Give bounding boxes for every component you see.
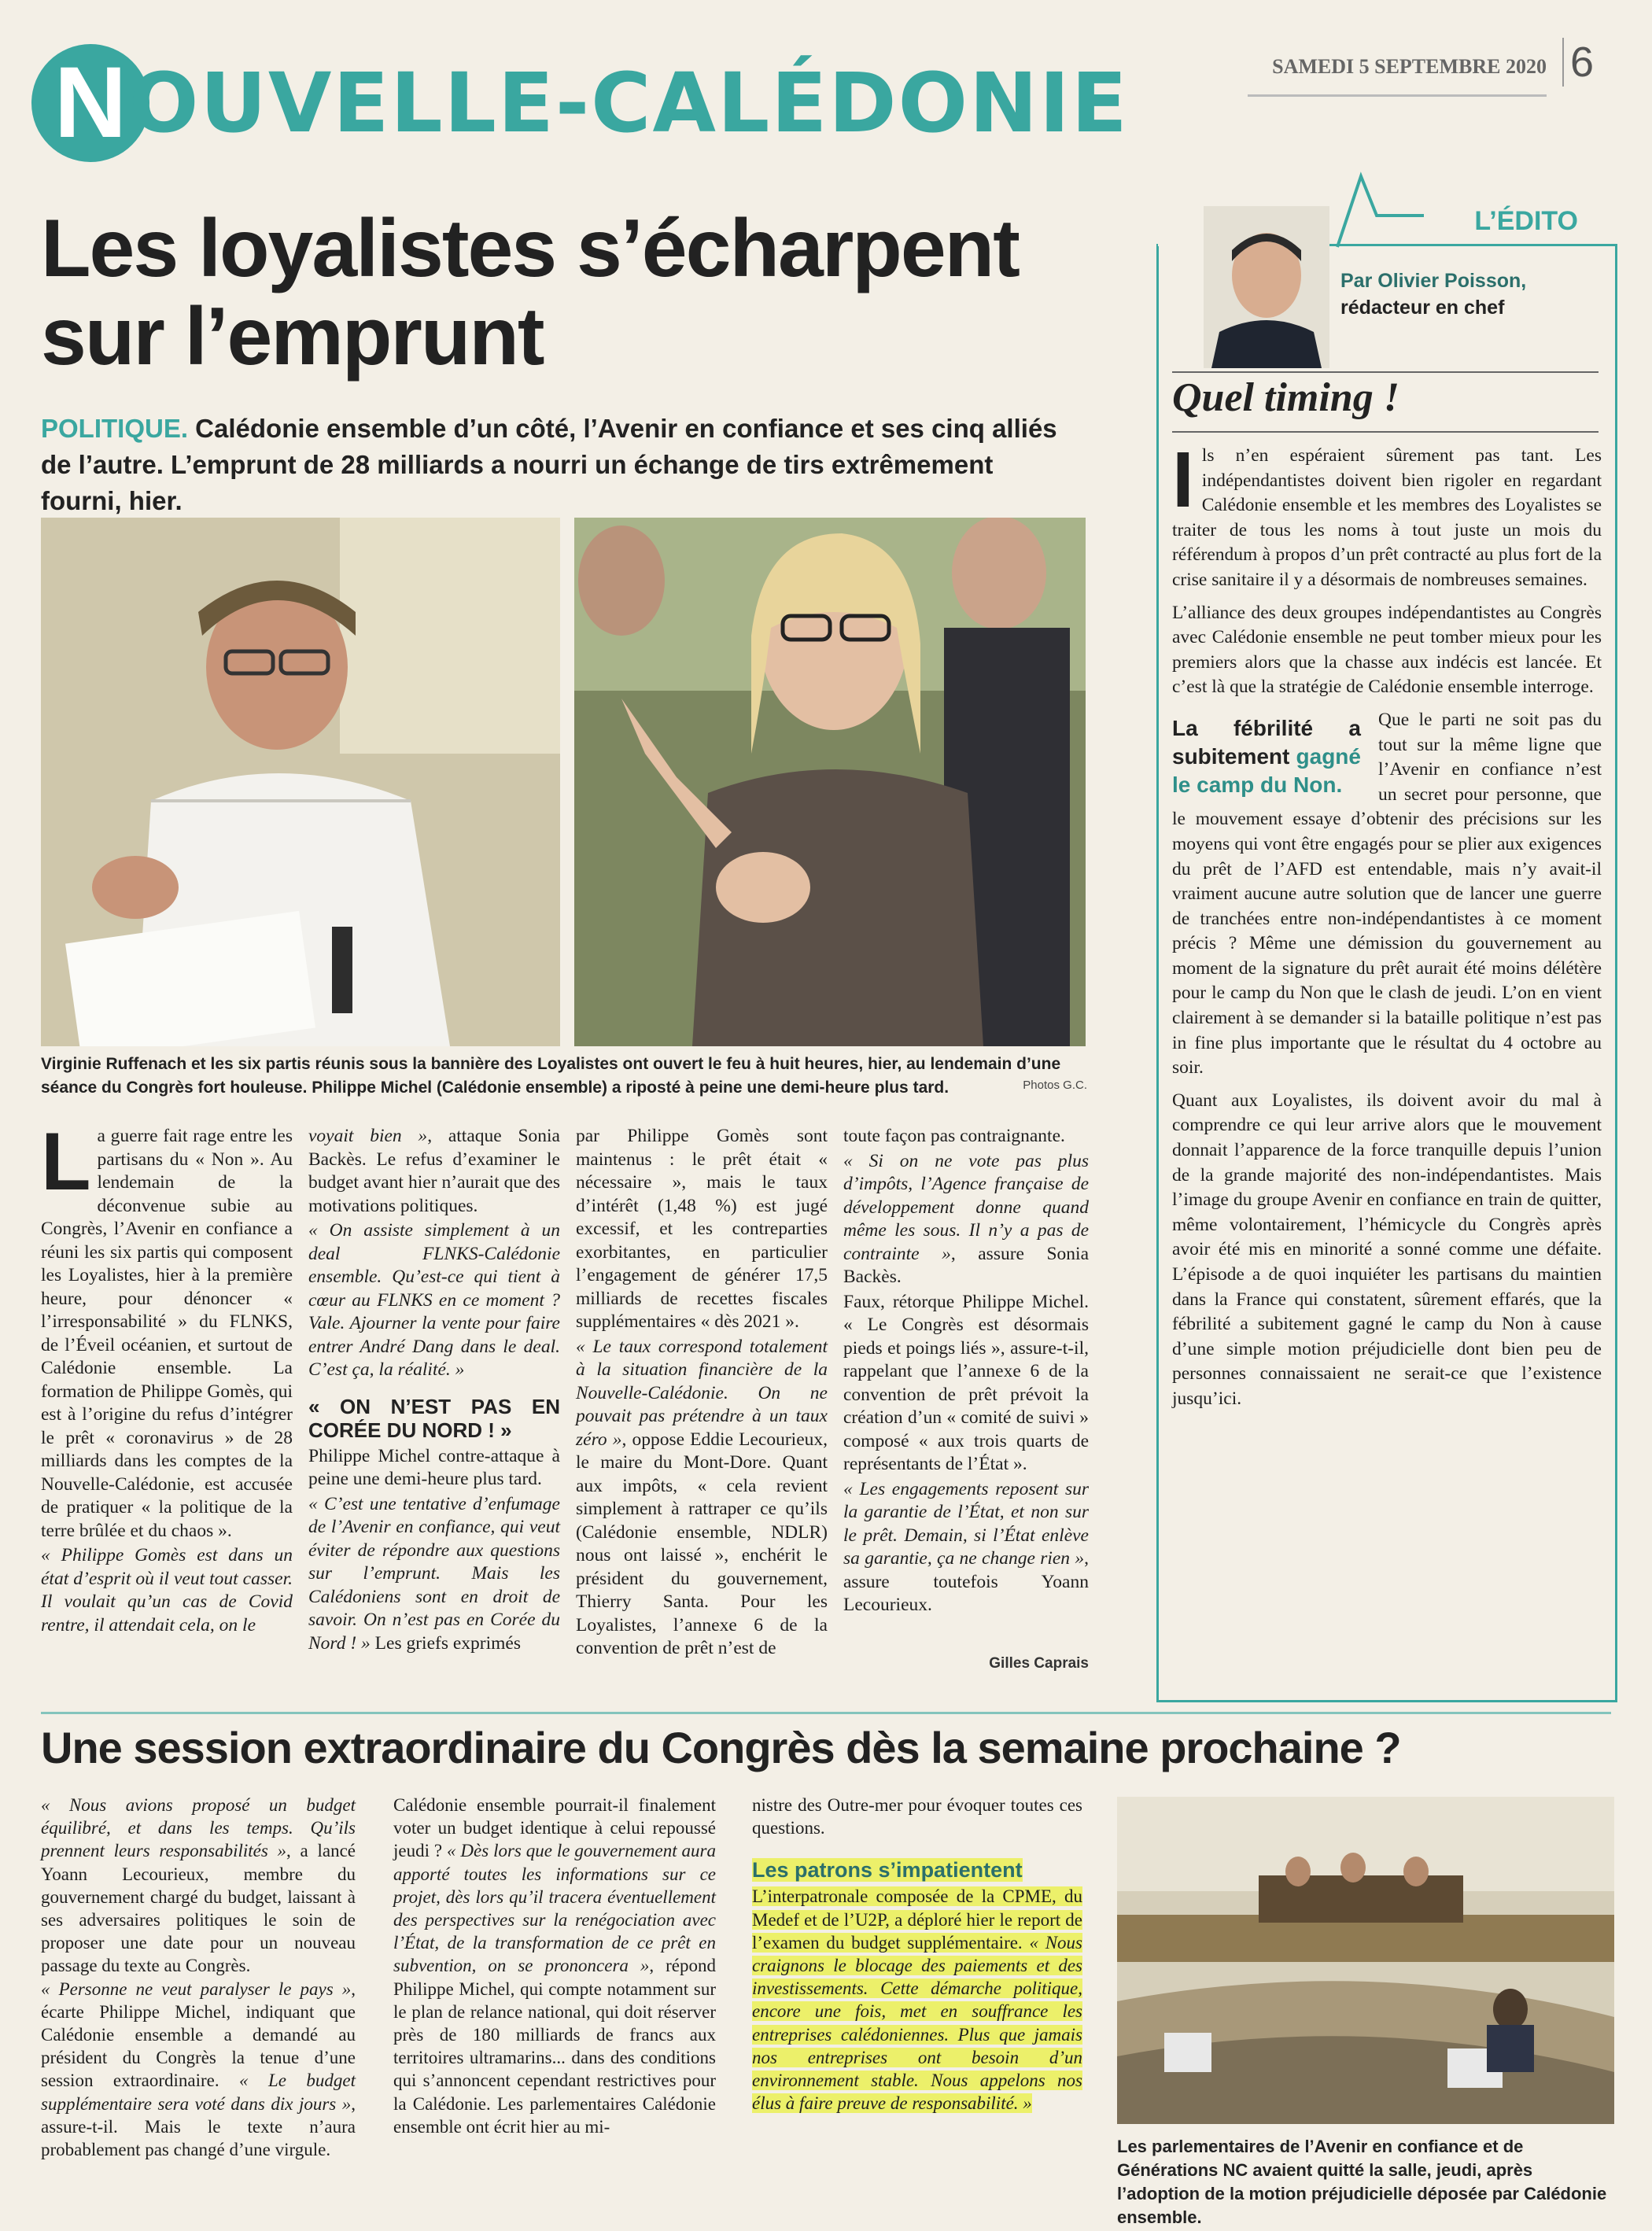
col4-quote-2: « Les engagements reposent sur la garantie de l’État, et non sur le prêt. Demain, si l’État enlève sa garantie, ça ne change rien »: [843, 1478, 1089, 1569]
section-divider: [41, 1712, 1611, 1714]
article2-quote-2: « Personne ne veut paralyser le pays »: [41, 1978, 352, 1999]
photo-congress-hemicycle: [1117, 1797, 1614, 2124]
article2-column-3: [752, 1794, 1082, 2115]
article-column-2: [308, 1125, 560, 1657]
edito-pull-quote: [1172, 714, 1361, 799]
edito-paragraph-2: L’alliance des deux groupes indépendantistes au Congrès avec Calédonie ensemble ne peut tomber mieux pour les premiers alors que la chasse aux indécis est lancée. Et c’est là que la stratégie de Calédonie ensemble interroge.: [1172, 602, 1602, 698]
photo-left-illustration: [41, 518, 560, 1046]
edito-title: Quel timing !: [1172, 375, 1399, 420]
article-column-4: [843, 1125, 1089, 1619]
article-signature: Gilles Caprais: [989, 1655, 1089, 1672]
photo-congress-caption: Les parlementaires de l’Avenir en confiance et de Générations NC avaient quitté la salle, jeudi, après l’adoption de la motion préjudicielle déposée par Calédonie ensemble.: [1117, 2137, 1607, 2227]
edito-paragraph-1: ls n’en espéraient sûrement pas tant. Les indépendantistes doivent bien rigoler en regardant Calédonie ensemble et les membres des Loyalistes se traiter de tous les noms à tout juste un mois du référendum à propos d’un prêt contracté au plus fort de la crise sanitaire il y a désormais de nombreuses semaines.: [1172, 445, 1602, 590]
article-kicker: POLITIQUE.: [41, 414, 189, 443]
edito-paragraph-3: Que le parti ne soit pas du tout sur la même ligne que l’Avenir en confiance n’est un secret pour personne, que le mouvement essaye d’obtenir des précisions sur les moyens qui vont être engagés pour se plier aux exigences du prêt de l’AFD est entendable, mais n’y avait-il vraiment aucune autre solution que de lancer une guerre de tranchées entre non-indépendantistes à ce moment précis ? Même une démission du gouvernement au moment de la signature du prêt aurait été moins délétère pour le camp du Non que le clash de jeudi. L’on en vient clairement à se demander si la bataille politique n’est pas in fine plus importante que le résultat du 4 octobre au soir.: [1172, 709, 1602, 1079]
dropcap: L: [41, 1116, 91, 1208]
edito-label: L’ÉDITO: [1474, 206, 1578, 236]
edito-author-role: rédacteur en chef: [1340, 297, 1505, 319]
col2-quote: « C’est une tentative d’enfumage de l’Avenir en confiance, qui veut éviter de répondre aux questions sur l’emprunt. Mais les Calédoniens sont en droit de savoir. On n’est pas en Corée du Nord ! »: [308, 1493, 560, 1654]
edito-author-name: Par Olivier Poisson,: [1340, 270, 1527, 292]
article2-headline: Une session extraordinaire du Congrès dès la semaine prochaine ?: [41, 1723, 1401, 1772]
article2-paragraph-2-tail: , écarte Philippe Michel, indiquant que Calédonie ensemble a demandé au président du Congrès la tenue d’une session extraordinaire.: [41, 1978, 356, 2091]
col3-paragraph-2-tail: , oppose Eddie Lecourieux, le maire du Mont-Dore. Quant aux impôts, « cela revient simplement à rattraper ce qu’ils (Calédonie ensemble, NDLR) nous ont laissé », enchérit le président du gouvernement, Thierry Santa. Pour les Loyalistes, l’annexe 6 de la convention de prêt n’est de: [576, 1429, 828, 1658]
photo-virginie-ruffenach: [574, 518, 1086, 1046]
edito-frame-accent-icon: [1322, 168, 1432, 255]
section-title: OUVELLE-CALÉDONIE: [129, 55, 1129, 151]
article2-col3-quote: « Nous craignons le blocage des paiements et des investissements. Cette démarche politique, encore une fois, met en souffrance les entreprises calédoniennes. Plus que jamais nos entreprises ont besoin d’un environnement stable. Nous appelons nos élus à faire preuve de responsabilité. »: [752, 1932, 1083, 2114]
article2-quote-1: « Nous avions proposé un budget équilibré, et dans les temps. Qu’ils prennent leurs responsabilités »: [41, 1795, 356, 1861]
article2-column-2: [393, 1794, 716, 2138]
article2-col3-paragraph-2: L’interpatronale composée de la CPME, du Medef et de l’U2P, a déploré hier le report de l’examen du budget supplémentaire.: [752, 1886, 1082, 1953]
section-logo: N: [31, 44, 149, 162]
col2-quote-end: voyait bien »: [308, 1126, 428, 1146]
edito-author-portrait: [1204, 206, 1329, 368]
edito-rule-top: [1172, 371, 1599, 373]
masthead-rule: [1248, 94, 1547, 97]
col2-paragraph-2: « On assiste simplement à un deal FLNKS-Calédonie ensemble. Qu’est-ce qui tient à cœur au FLNKS en ce moment ? Vale. Ajourner la vente pour faire entrer André Dang dans le deal. C’est ça, la réalité. »: [308, 1220, 560, 1380]
col2-paragraph-4-tail: Les griefs exprimés: [370, 1632, 521, 1654]
photo-philippe-michel: [41, 518, 560, 1046]
article2-quote-3: « Le budget supplémentaire sera voté dans dix jours »: [41, 2071, 356, 2114]
article2-col2-tail: , répond Philippe Michel, qui compte notamment sur le plan de relance national, qui doit réserver près de 180 milliards de francs aux territoires ultramarins... dans des conditions qui s’annoncent cependant restrictives pour la Calédonie. Les parlementaires Calédonie ensemble ont écrit hier au mi-: [393, 1956, 716, 2137]
article2-col2-quote: « Dès lors que le gouvernement aura apporté toutes les informations sur ce projet, dès lors qu’il tracera éventuellement des perspectives sur la renégociation avec l’État, de la transformation de ce prêt en subvention, on se prononcera »: [393, 1841, 716, 1976]
col3-quote: « Le taux correspond totalement à la situation financière de la Nouvelle-Calédonie. On ne pouvait pas prétendre à un taux zéro »: [576, 1336, 828, 1450]
edito-body: [1172, 436, 1602, 1420]
patrons-subheading-text: Les patrons s’impatientent: [752, 1858, 1023, 1883]
article2-col2-lead: Calédonie ensemble pourrait-il finalement voter un budget identique à celui repoussé jeudi ?: [393, 1795, 716, 1861]
col2-subheading: « ON N’EST PAS EN CORÉE DU NORD ! »: [308, 1394, 560, 1442]
col1-paragraph-2: « Philippe Gomès est dans un état d’esprit où il veut tout casser. Il voulait qu’un cas de Covid rentre, il attendait cela, on le: [41, 1545, 293, 1635]
article2-col3-paragraph-1: nistre des Outre-mer pour évoquer toutes ces questions.: [752, 1795, 1082, 1838]
col4-paragraph-3: Faux, rétorque Philippe Michel. « Le Congrès est désormais pieds et poings liés », assure-t-il, rappelant que l’annexe 6 de la convention de prêt prévoit la création d’un « comité de suivi » composé « aux trois quarts de représentants de l’État ».: [843, 1291, 1089, 1474]
article-headline: Les loyalistes s’écharpent sur l’emprunt: [41, 203, 1019, 382]
article-column-1: [41, 1116, 293, 1639]
issue-date: SAMEDI 5 SEPTEMBRE 2020: [1272, 55, 1547, 78]
col3-paragraph-1: par Philippe Gomès sont maintenus : le prêt était « nécessaire », mais le taux d’intérêt (1,48 %) est jugé excessif, et les contreparties exorbitantes, en particulier l’engagement de générer 17,5 milliards de recettes fiscales supplémentaires « dès 2021 ».: [576, 1126, 828, 1332]
patrons-subheading: [752, 1858, 1082, 1882]
pull-quote-part-2: gagné le camp du Non.: [1172, 743, 1361, 797]
article2-column-1: [41, 1794, 356, 2161]
edito-dropcap: I: [1172, 436, 1194, 524]
photo-credit: Photos G.C.: [1023, 1079, 1087, 1092]
page-number: 6: [1562, 38, 1600, 87]
edito-paragraph-4: Quant aux Loyalistes, ils doivent avoir du mal à comprendre ce qui leur arrive alors que le mouvement donnait l’apparence de la force tranquille depuis l’union de la grande majorité des non-indépendantistes. Mais l’image du groupe Avenir en confiance en train de quitter, même volontairement, l’hémicycle du Congrès après avoir été mis en minorité a sonné comme une défaite. L’épisode a de quoi inquiéter les partisans du maintien dans la France qui constatent, sûrement effarés, que la fébrilité a subitement gagné le camp du Non à cause d’une simple motion préjudicielle dont bien peu de personnes connaissaient ne serait-ce que l’existence jusqu’ici.: [1172, 1090, 1602, 1409]
pull-quote-part-1: La fébrilité a subitement: [1172, 715, 1361, 769]
photo-congress-illustration: [1117, 1797, 1614, 2124]
portrait-illustration: [1204, 206, 1329, 368]
edito-byline: [1340, 267, 1576, 321]
col1-paragraph-1: a guerre fait rage entre les partisans du « Non ». Au lendemain de la déconvenue subie au Congrès, l’Avenir en confiance a réuni les six partis qui composent les Loyalistes, hier à la première heure, pour dénoncer « l’irresponsabilité » du FLNKS, de l’Éveil océanien, et surtout de Calédonie ensemble. La formation de Philippe Gomès, qui est à l’origine du refus d’intégrer le prêt « coronavirus » de 28 milliards dans les comptes de la Nouvelle-Calédonie, est accusée de pratiquer « la politique de la terre brûlée et du chaos ».: [41, 1126, 293, 1541]
col4-paragraph-1: toute façon pas contraignante.: [843, 1126, 1065, 1146]
photo-right-illustration: [574, 518, 1086, 1046]
photo-caption: Virginie Ruffenach et les six partis réunis sous la bannière des Loyalistes ont ouvert le feu à huit heures, hier, au lendemain d’une séance du Congrès fort houleuse. Philippe Michel (Calédonie ensemble) a riposté à peine une demi-heure plus tard.: [41, 1055, 1061, 1097]
article-column-3: [576, 1125, 828, 1662]
col4-quote-1: « Si on ne vote pas plus d’impôts, l’Agence française de développement donne quand même les sous. Il n’y a pas de contrainte »: [843, 1150, 1089, 1264]
article2-paragraph-1-tail: , a lancé Yoann Lecourieux, membre du gouvernement chargé du budget, laissant à ses adversaires politiques le soin de proposer une date pour un nouveau passage du texte au Congrès.: [41, 1841, 356, 1976]
col4-paragraph-2-tail: , assure Sonia Backès.: [843, 1243, 1090, 1287]
col2-paragraph-3: Philippe Michel contre-attaque à peine une demi-heure plus tard.: [308, 1445, 560, 1489]
article2-paragraph-3-tail: , assure-t-il. Mais le texte n’aura probablement pas changé d’une virgule.: [41, 2093, 356, 2160]
col4-paragraph-4-tail: , assure toutefois Yoann Lecourieux.: [843, 1548, 1089, 1615]
standfirst-text: Calédonie ensemble d’un côté, l’Avenir en confiance et ses cinq alliés de l’autre. L’emprunt de 28 milliards a nourri un échange de tirs extrêmement fourni, hier.: [41, 414, 1057, 515]
edito-rule-bottom: [1172, 431, 1599, 433]
col2-paragraph-1: , attaque Sonia Backès. Le refus d’examiner le budget avant hier n’aurait que des motivations politiques.: [308, 1126, 560, 1216]
article-standfirst: [41, 411, 1064, 519]
